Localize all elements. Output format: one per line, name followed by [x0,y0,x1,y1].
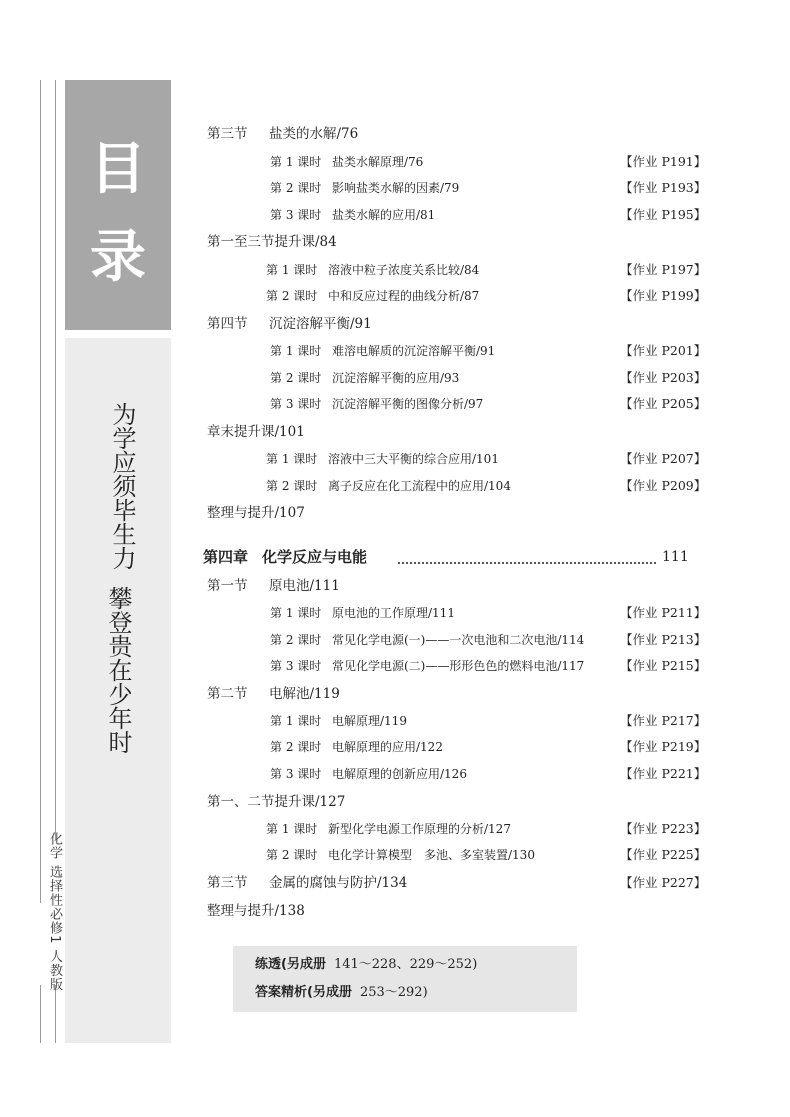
section-label: 第三节 [207,126,248,142]
chapter-title: 化学反应与电能 [262,548,368,566]
sidebar-rule-bottom-right [55,985,56,1043]
lesson-title: 溶液中粒子浓度关系比较/84 [328,263,480,277]
toc-lesson[interactable] [270,394,483,414]
homework-ref[interactable]: 【作业 P215】 [620,658,707,673]
toc-lesson[interactable] [266,476,511,496]
section-label: 第二节 [207,686,248,702]
toc-lesson[interactable] [266,819,511,839]
toc-lesson[interactable] [270,711,407,731]
section-title: 沉淀溶解平衡/91 [269,316,372,332]
toc-lesson[interactable] [266,286,479,306]
lesson-label: 第 2 课时 [266,479,318,493]
lesson-label: 第 2 课时 [270,181,322,195]
lesson-title: 电解原理的应用/122 [332,740,443,754]
lesson-title: 盐类水解的应用/81 [332,208,436,222]
toc-lesson[interactable] [266,260,479,280]
homework-ref[interactable]: 【作业 P227】 [620,875,707,890]
motto-line-1: 为学应须毕生力 [108,402,136,570]
toc-review-section[interactable]: 第一、二节提升课/127 [207,794,346,810]
homework-ref[interactable]: 【作业 P217】 [620,713,707,728]
section-label: 第一节 [207,578,248,594]
sidebar-rule-right [55,80,56,840]
toc-lesson[interactable] [266,845,535,865]
lesson-label: 第 1 课时 [270,155,322,169]
lesson-label: 第 1 课时 [266,452,318,466]
appendix-answers-pages: 253～292) [359,985,428,1000]
lesson-label: 第 1 课时 [270,344,322,358]
homework-ref[interactable]: 【作业 P213】 [620,632,707,647]
section-label: 第四节 [207,316,248,332]
lesson-label: 第 2 课时 [270,371,322,385]
section-label: 第三节 [207,875,248,891]
toc-lesson[interactable] [270,341,495,361]
appendix-answers-label: 答案精析(另成册 [255,985,352,1000]
lesson-title: 影响盐类水解的因素/79 [332,181,460,195]
homework-ref[interactable]: 【作业 P221】 [620,766,707,781]
toc-lesson[interactable] [270,656,584,676]
toc-lesson[interactable] [266,449,499,469]
homework-ref[interactable]: 【作业 P209】 [620,478,707,493]
toc-lesson[interactable] [270,630,584,650]
lesson-title: 电化学计算模型 多池、多室装置/130 [328,848,535,862]
toc-lesson[interactable] [270,152,423,172]
lesson-title: 离子反应在化工流程中的应用/104 [328,479,511,493]
lesson-label: 第 1 课时 [266,822,318,836]
section-title: 电解池/119 [269,686,340,702]
lesson-label: 第 2 课时 [266,848,318,862]
chapter-label: 第四章 [203,548,249,566]
appendix-box [233,946,577,1012]
lesson-title: 常见化学电源(一)——一次电池和二次电池/114 [332,633,585,647]
appendix-practice-pages: 141～228、229～252) [333,957,478,972]
toc-section[interactable] [207,873,407,893]
toc-title-char-1: 目 [90,137,146,202]
homework-ref[interactable]: 【作业 P207】 [620,451,707,466]
sidebar-rule-left [40,80,41,903]
homework-ref[interactable]: 【作业 P219】 [620,739,707,754]
appendix-practice-label: 练透(另成册 [255,957,326,972]
toc-summary[interactable]: 整理与提升/107 [207,505,305,521]
toc-section[interactable] [207,314,372,334]
section-title: 金属的腐蚀与防护/134 [269,875,408,891]
homework-ref[interactable]: 【作业 P193】 [620,180,707,195]
lesson-title: 电解原理的创新应用/126 [332,767,467,781]
book-label: 化学 选择性必修1 人教版 [47,832,62,992]
lesson-label: 第 3 课时 [270,767,322,781]
toc-lesson[interactable] [270,603,455,623]
homework-ref[interactable]: 【作业 P199】 [620,288,707,303]
toc-section[interactable] [207,576,340,596]
lesson-title: 沉淀溶解平衡的图像分析/97 [332,397,484,411]
toc-section[interactable] [207,124,358,144]
homework-ref[interactable]: 【作业 P211】 [620,605,707,620]
homework-ref[interactable]: 【作业 P205】 [620,396,707,411]
toc-lesson[interactable] [270,368,459,388]
lesson-label: 第 3 课时 [270,659,322,673]
sidebar-rule-bottom-left [40,985,41,1043]
toc-lesson[interactable] [270,205,435,225]
section-title: 盐类的水解/76 [269,126,359,142]
homework-ref[interactable]: 【作业 P223】 [620,821,707,836]
lesson-title: 中和反应过程的曲线分析/87 [328,289,480,303]
appendix-answers[interactable] [255,982,428,1004]
homework-ref[interactable]: 【作业 P203】 [620,370,707,385]
lesson-title: 溶液中三大平衡的综合应用/101 [328,452,499,466]
lesson-title: 常见化学电源(二)——形形色色的燃料电池/117 [332,659,585,673]
lesson-label: 第 1 课时 [270,714,322,728]
toc-lesson[interactable] [270,764,467,784]
toc-title-block [65,80,171,330]
lesson-label: 第 1 课时 [266,263,318,277]
homework-ref[interactable]: 【作业 P191】 [620,154,707,169]
toc-lesson[interactable] [270,178,459,198]
toc-review-section[interactable]: 第一至三节提升课/84 [207,234,337,250]
lesson-label: 第 2 课时 [270,740,322,754]
lesson-label: 第 3 课时 [270,397,322,411]
lesson-label: 第 1 课时 [270,606,322,620]
lesson-label: 第 2 课时 [270,633,322,647]
lesson-title: 原电池的工作原理/111 [332,606,455,620]
chapter-heading[interactable] [203,546,367,568]
homework-ref[interactable]: 【作业 P201】 [620,343,707,358]
toc-chapter-review[interactable]: 章末提升课/101 [207,424,305,440]
lesson-title: 新型化学电源工作原理的分析/127 [328,822,511,836]
lesson-title: 沉淀溶解平衡的应用/93 [332,371,460,385]
homework-ref[interactable]: 【作业 P225】 [620,847,707,862]
toc-title-char-2: 录 [90,225,146,290]
lesson-title: 电解原理/119 [332,714,407,728]
chapter-page-number: 111 [662,549,689,565]
toc-section[interactable] [207,684,340,704]
appendix-practice[interactable] [255,954,477,976]
toc-summary[interactable]: 整理与提升/138 [207,903,305,919]
homework-ref[interactable]: 【作业 P195】 [620,207,707,222]
section-title: 原电池/111 [269,578,340,594]
chapter-leader-dots [398,548,656,564]
lesson-label: 第 3 课时 [270,208,322,222]
lesson-title: 难溶电解质的沉淀溶解平衡/91 [332,344,496,358]
toc-lesson[interactable] [270,737,443,757]
homework-ref[interactable]: 【作业 P197】 [620,262,707,277]
motto-line-2: 攀登贵在少年时 [104,586,132,754]
lesson-label: 第 2 课时 [266,289,318,303]
lesson-title: 盐类水解原理/76 [332,155,424,169]
